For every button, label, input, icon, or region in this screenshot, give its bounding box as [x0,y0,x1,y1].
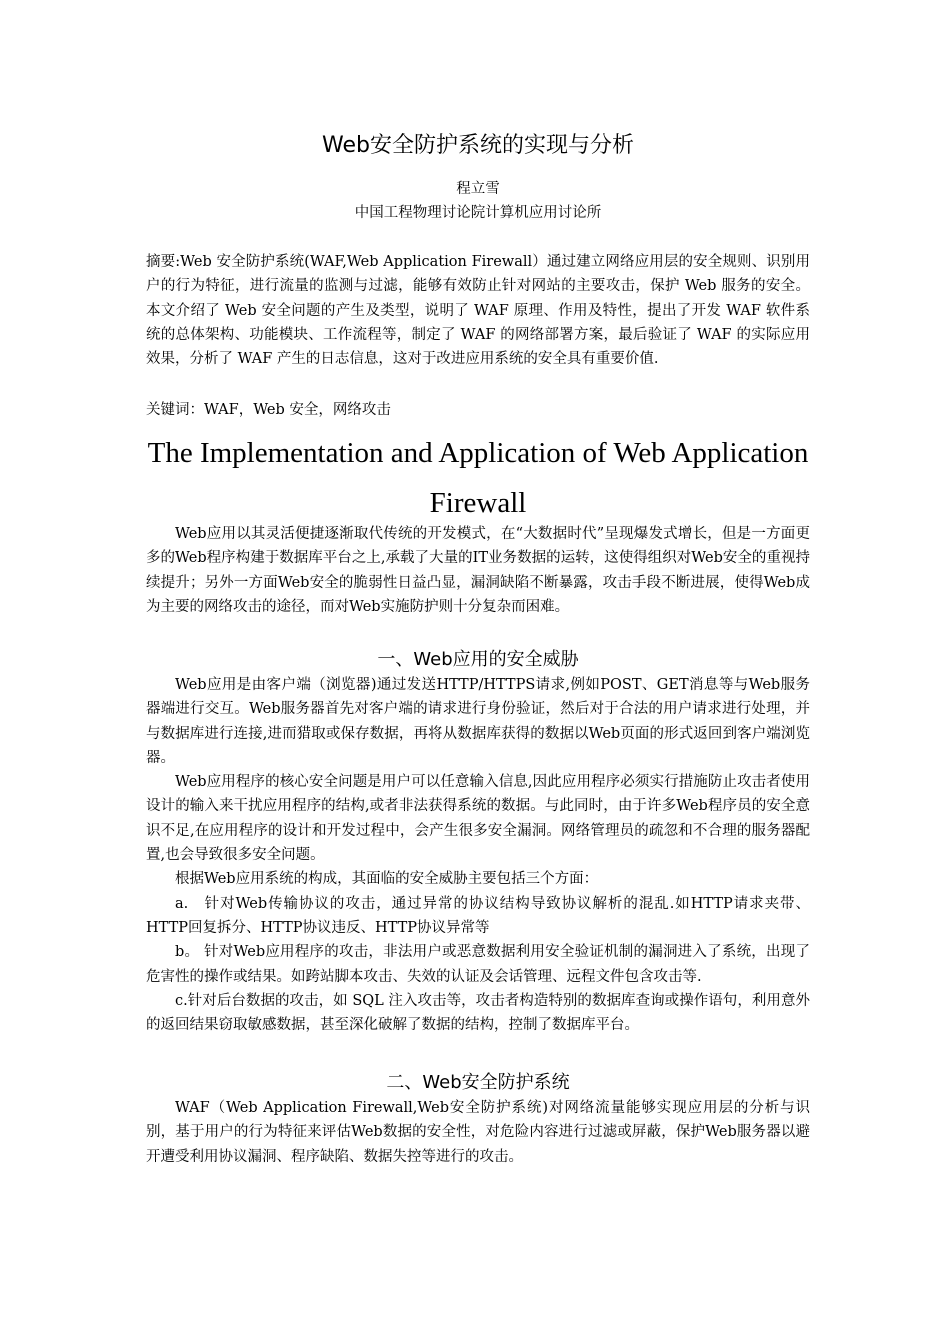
section-1-heading: 一、Web应用的安全威胁 [377,649,579,670]
keywords [146,398,810,422]
abstract-text: :Web 安全防护系统(WAF,Web Application Firewall）通过建立网络应用层的安全规则、识别用户的行为特征，进行流量的监测与过滤，能够有效防止针对网站的主要攻击，保护 Web 服务的安全。本文介绍了 Web 安全问题的产生及类型，说明了 WAF 原理、作用及特性，提出了开发 WAF 软件系统的总体架构、功能模块、工作流程等，制定了 WAF 的网络部署方案，最后验证了 WAF 的实际应用效果，分析了 WAF 产生的日志信息，这对于改进应用系统的安全具有重要价值. [146,254,810,368]
paper-title: Web安全防护系统的实现与分析 [322,133,634,158]
keywords-text: ：WAF，Web 安全，网络攻击 [189,402,391,418]
author-name: 程立雪 [456,181,500,197]
intro-paragraph: Web应用以其灵活便捷逐渐取代传统的开发模式，在“大数据时代”呈现爆发式增长，但是一方面更多的Web程序构建于数据库平台之上,承载了大量的IT业务数据的运转，这使得组织对Web安全的重视持续提升；另外一方面Web安全的脆弱性日益凸显，漏洞缺陷不断暴露，攻击手段不断进展，使得Web成为主要的网络攻击的途径，而对Web实施防护则十分复杂而困难。 [146,526,810,615]
threat-item-a: a. 针对Web传输协议的攻击，通过异常的协议结构导致协议解析的混乱.如HTTP请求夹带、HTTP回复拆分、HTTP协议违反、HTTP协议异常等 [146,895,810,936]
section-1 [146,647,810,1037]
section-1-paragraph: Web应用程序的核心安全问题是用户可以任意输入信息,因此应用程序必须实行措施防止攻击者使用设计的输入来干扰应用程序的结构,或者非法获得系统的数据。与此同时，由于许多Web程序员的安全意识不足,在应用程序的设计和开发过程中，会产生很多安全漏洞。网络管理员的疏忽和不合理的服务器配置,也会导致很多安全问题。 [146,774,810,864]
section-1-paragraph: 根据Web应用系统的构成，其面临的安全威胁主要包括三个方面： [175,871,599,888]
section-2-paragraph: WAF（Web Application Firewall,Web安全防护系统)对网络流量能够实现应用层的分析与识别，基于用户的行为特征来评估Web数据的安全性，对危险内容进行过滤或屏蔽，保护Web服务器以避开遭受利用协议漏洞、程序缺陷、数据失控等进行的攻击。 [146,1100,810,1165]
english-title: The Implementation and Application of Web Application Firewall [147,437,809,519]
section-2-heading: 二、Web安全防护系统 [386,1072,570,1093]
threat-item-c: c.针对后台数据的攻击，如 SQL 注入攻击等，攻击者构造特别的数据库查询或操作语句，利用意外的返回结果窃取敏感数据，甚至深化破解了数据的结构，控制了数据库平台。 [146,992,810,1034]
author-affiliation: 中国工程物理讨论院计算机应用讨论所 [354,205,602,221]
intro-section [146,522,810,619]
abstract-label: 摘要 [146,254,176,270]
abstract [146,250,810,371]
section-1-paragraph: Web应用是由客户端（浏览器)通过发送HTTP/HTTPS请求,例如POST、GET消息等与Web服务器端进行交互。Web服务器首先对客户端的请求进行身份验证，然后对于合法的用户请求进行处理，并与数据库进行连接,进而猎取或保存数据，再将从数据库获得的数据以Web页面的形式返回到客户端浏览器。 [146,677,810,766]
keywords-label: 关键词 [146,402,190,418]
threat-item-b: b。 针对Web应用程序的攻击，非法用户或恶意数据利用安全验证机制的漏洞进入了系统，出现了危害性的操作或结果。如跨站脚本攻击、失效的认证及会话管理、远程文件包含攻击等. [146,944,810,985]
section-2 [146,1070,810,1169]
